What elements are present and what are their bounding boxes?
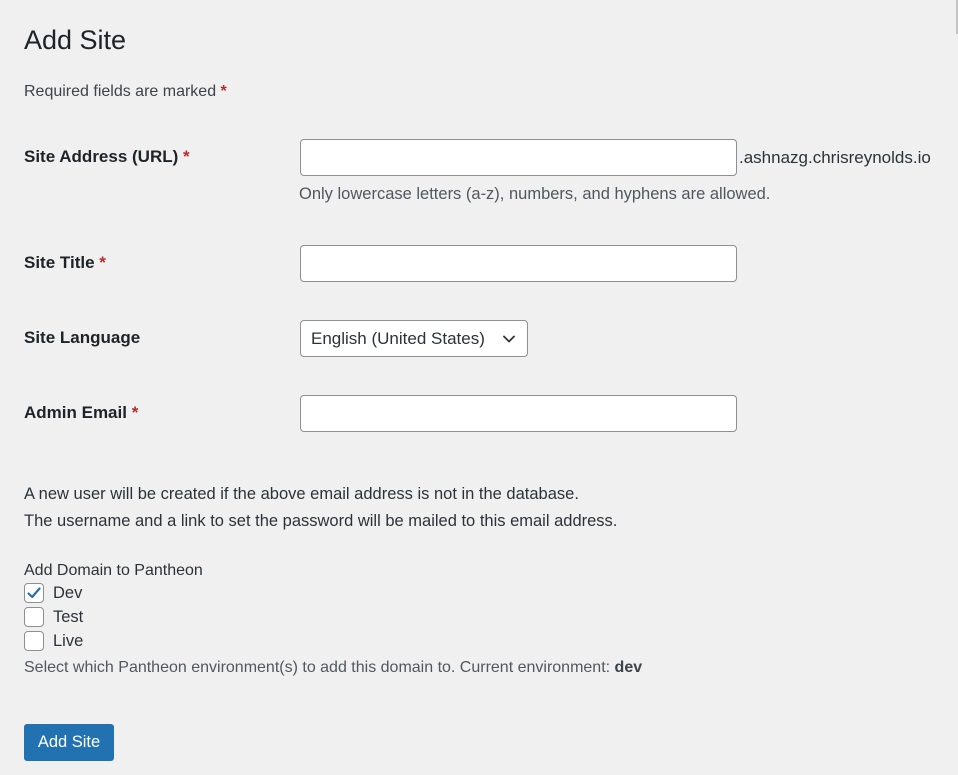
- site-language-label: [24, 327, 140, 349]
- site-address-input[interactable]: [300, 139, 737, 176]
- checkbox-live-label: Live: [53, 632, 84, 650]
- required-marker: *: [220, 83, 227, 100]
- required-fields-note: [24, 82, 227, 102]
- site-language-select[interactable]: [300, 320, 528, 357]
- admin-email-label-text: Admin Email: [24, 403, 127, 422]
- checkbox-live[interactable]: [24, 631, 83, 651]
- site-address-description: Only lowercase letters (a-z), numbers, and hyphens are allowed.: [299, 185, 771, 203]
- required-marker: *: [99, 253, 106, 272]
- required-marker: *: [131, 403, 139, 422]
- pantheon-environment-note: [24, 658, 642, 678]
- page-title: Add Site: [24, 25, 127, 55]
- site-address-label-text: Site Address (URL): [24, 147, 179, 166]
- site-title-label: [24, 252, 106, 274]
- chevron-down-icon: [501, 331, 517, 347]
- add-site-button[interactable]: Add Site: [24, 724, 114, 761]
- site-language-label-text: Site Language: [24, 328, 141, 347]
- site-address-label: [24, 146, 190, 168]
- site-title-input[interactable]: [300, 245, 737, 282]
- checkbox-live-box[interactable]: [24, 631, 44, 651]
- checkbox-dev-label: Dev: [53, 584, 83, 602]
- current-environment-value: dev: [614, 659, 643, 676]
- checkmark-icon: [25, 584, 43, 602]
- checkbox-dev-box[interactable]: [24, 583, 44, 603]
- pantheon-section-title: Add Domain to Pantheon: [24, 562, 203, 579]
- site-address-domain-suffix: .ashnazg.chrisreynolds.io: [739, 148, 931, 167]
- required-marker: *: [183, 147, 190, 166]
- site-title-label-text: Site Title: [24, 253, 95, 272]
- site-language-selected-value: English (United States): [311, 328, 485, 348]
- new-user-info-line-2: The username and a link to set the password will be mailed to this email address.: [24, 512, 618, 530]
- checkbox-test-label: Test: [53, 608, 84, 626]
- admin-email-input[interactable]: [300, 395, 737, 432]
- pantheon-note-text: Select which Pantheon environment(s) to add this domain to. Current environment:: [24, 659, 611, 676]
- checkbox-test-box[interactable]: [24, 607, 44, 627]
- checkbox-test[interactable]: [24, 607, 83, 627]
- checkbox-dev[interactable]: [24, 583, 82, 603]
- new-user-info-line-1: A new user will be created if the above email address is not in the database.: [24, 485, 579, 503]
- admin-email-label: [24, 402, 138, 424]
- required-note-text: Required fields are marked: [24, 83, 217, 100]
